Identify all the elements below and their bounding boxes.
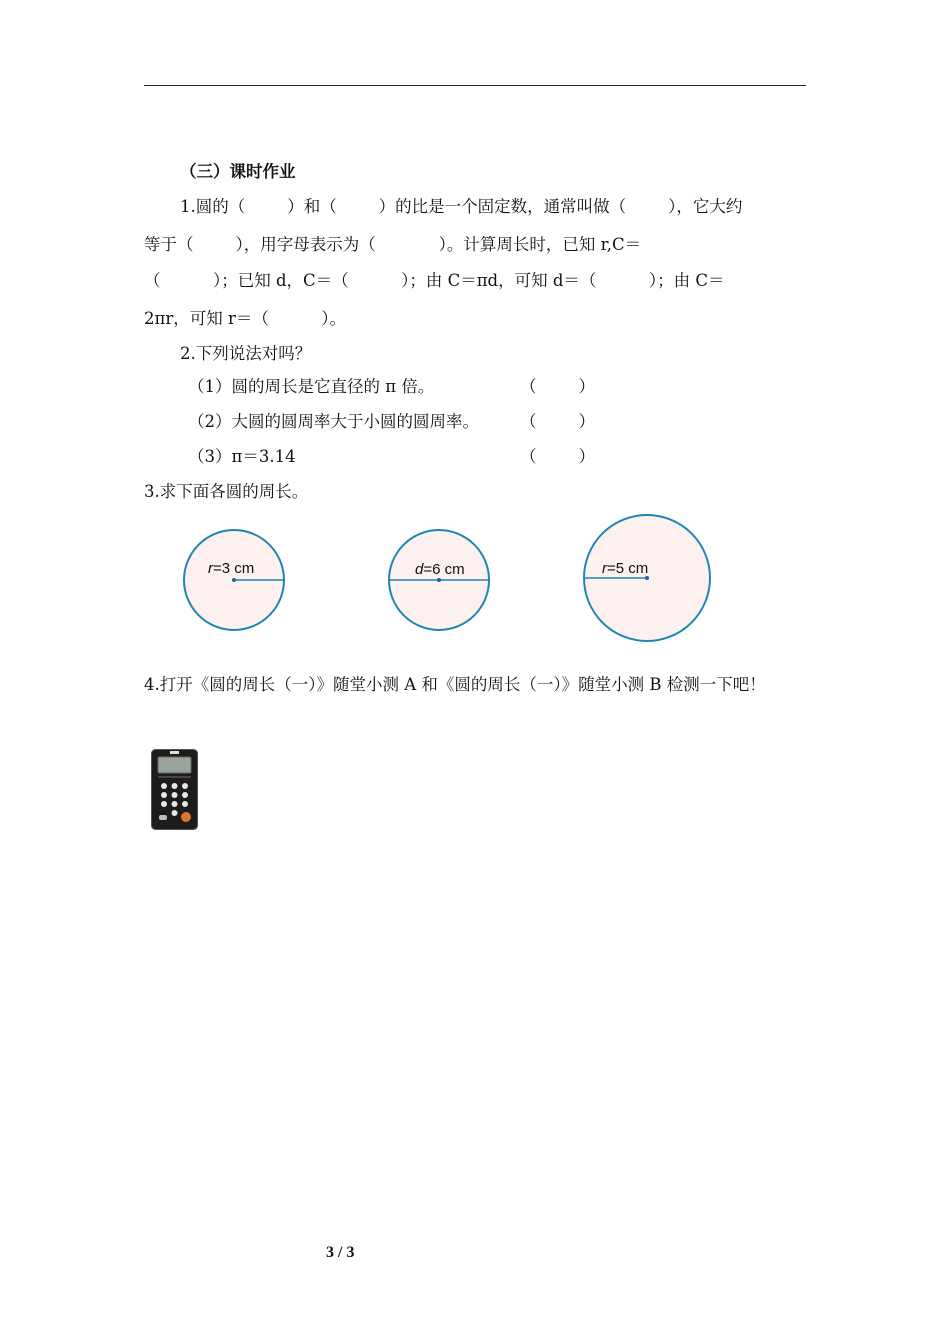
answer-clicker-image bbox=[151, 749, 198, 830]
q2-item-3-text: （3）π＝3.14 bbox=[188, 447, 296, 466]
circle-3-value: =5 cm bbox=[607, 560, 649, 577]
q1-line1: 1.圆的（ ）和（ ）的比是一个固定数，通常叫做（ ），它大约 bbox=[180, 197, 743, 216]
circle-1-value: =3 cm bbox=[213, 560, 255, 577]
q1-line3: （ ）；已知 d，C＝（ ）；由 C＝πd，可知 d＝（ ）；由 C＝ bbox=[144, 271, 725, 290]
svg-text:r=5 cm bbox=[602, 560, 648, 577]
q2-item-2-text: （2）大圆的圆周率大于小圆的圆周率。 bbox=[188, 412, 479, 431]
circle-2-value: =6 cm bbox=[423, 561, 465, 578]
q2-item-3-blank: （ ） bbox=[520, 447, 595, 466]
q3-title: 3.求下面各圆的周长。 bbox=[144, 482, 309, 501]
page-number: 3 / 3 bbox=[326, 1244, 355, 1261]
circle-2-var: d bbox=[415, 561, 424, 578]
q1-line2: 等于（ ），用字母表示为（ ）。计算周长时，已知 r,C＝ bbox=[144, 235, 642, 254]
q4-text: 4.打开《圆的周长（一）》随堂小测 A 和《圆的周长（一）》随堂小测 B 检测一下吧！ bbox=[144, 675, 766, 694]
q2-item-1-blank: （ ） bbox=[520, 377, 595, 396]
q1-line4: 2πr，可知 r＝（ ）。 bbox=[144, 309, 347, 328]
circle-radius-3 bbox=[182, 528, 286, 632]
header-rule bbox=[144, 85, 806, 86]
section-title: （三）课时作业 bbox=[180, 162, 296, 181]
circle-radius-5 bbox=[582, 513, 712, 643]
q2-item-1-text: （1）圆的周长是它直径的 π 倍。 bbox=[188, 377, 435, 396]
q2-item-2-blank: （ ） bbox=[520, 412, 595, 431]
svg-text:d=6 cm bbox=[415, 561, 465, 578]
circle-diameter-6 bbox=[387, 528, 491, 632]
q2-title: 2.下列说法对吗？ bbox=[180, 344, 312, 363]
svg-text:r=3 cm bbox=[208, 560, 254, 577]
circle-3-var: r bbox=[602, 560, 607, 577]
circle-1-var: r bbox=[208, 560, 213, 577]
